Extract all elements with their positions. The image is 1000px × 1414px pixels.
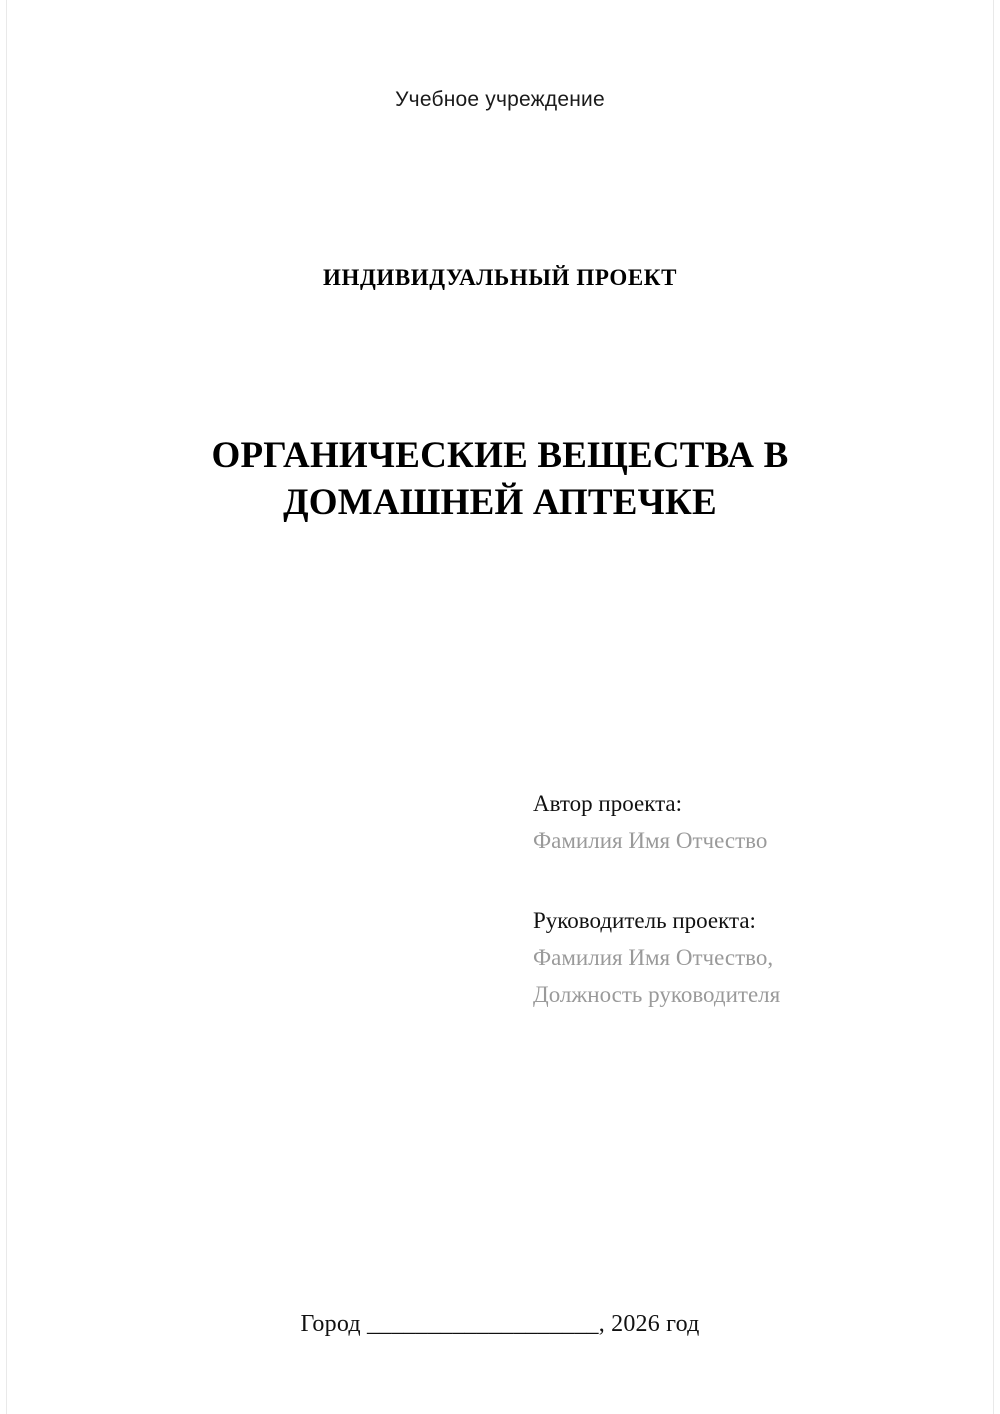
institution-name: Учебное учреждение bbox=[395, 88, 605, 111]
supervisor-label: Руководитель проекта: bbox=[533, 907, 756, 933]
author-label: Автор проекта: bbox=[533, 791, 682, 816]
supervisor-value-line-2: Должность руководителя bbox=[533, 982, 781, 1007]
project-type-heading: ИНДИВИДУАЛЬНЫЙ ПРОЕКТ bbox=[322, 265, 678, 290]
author-value: Фамилия Имя Отчество bbox=[533, 828, 768, 854]
credits-block bbox=[533, 785, 910, 1013]
page-title bbox=[120, 432, 880, 527]
city-year-footer: Город ___________________, 2026 год bbox=[300, 1311, 700, 1337]
author-block bbox=[533, 785, 910, 860]
supervisor-block bbox=[533, 902, 910, 1014]
page-title-line-1: ОРГАНИЧЕСКИЕ ВЕЩЕСТВА В bbox=[211, 435, 789, 476]
supervisor-value-line-1: Фамилия Имя Отчество, bbox=[533, 944, 774, 970]
page-title-line-2: ДОМАШНЕЙ АПТЕЧКЕ bbox=[283, 482, 717, 524]
